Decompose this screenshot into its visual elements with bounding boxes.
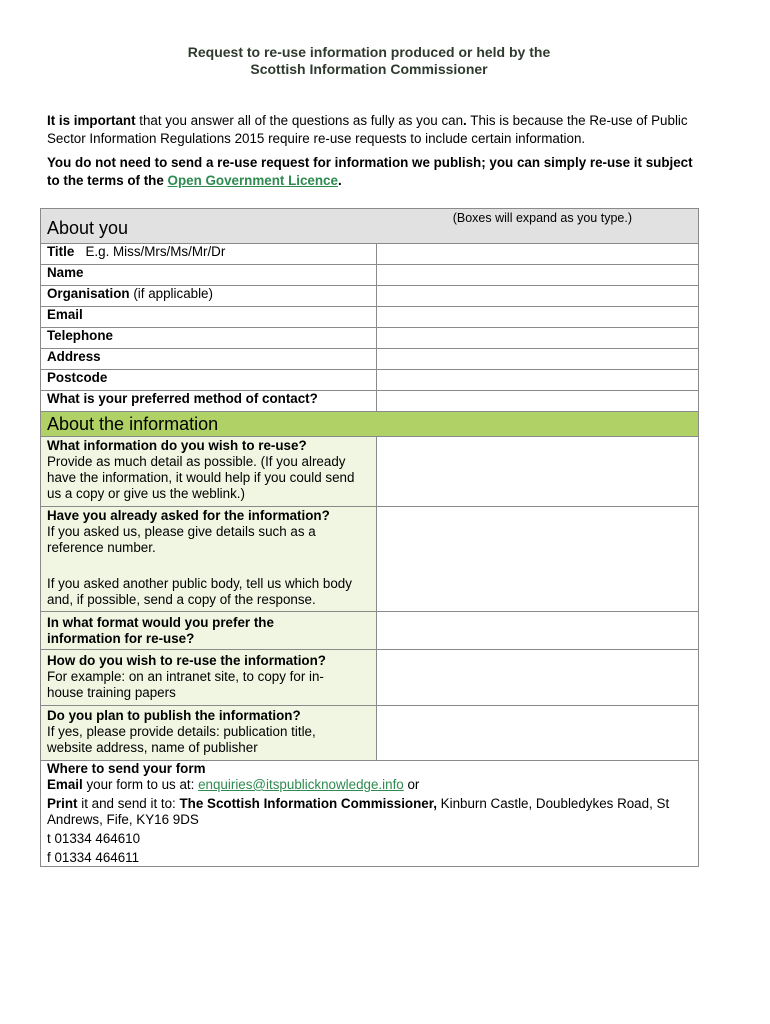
organisation-label: Organisation — [47, 286, 130, 301]
email-text: your form to us at: — [82, 777, 199, 792]
address-field[interactable] — [377, 349, 699, 370]
email-field[interactable] — [377, 307, 699, 328]
postcode-label: Postcode — [41, 370, 377, 391]
q5-help: If yes, please provide details: publication title, website address, name of publisher — [47, 724, 316, 755]
telephone-field[interactable] — [377, 328, 699, 349]
q2-help-1: If you asked us, please give details such as a reference number. — [47, 524, 316, 555]
telephone-label: Telephone — [41, 328, 377, 349]
about-you-heading: About you — [47, 218, 129, 238]
organisation-field[interactable] — [377, 286, 699, 307]
q2-cell — [41, 507, 377, 612]
name-label: Name — [41, 265, 377, 286]
organisation-hint: (if applicable) — [133, 286, 213, 301]
q4-cell — [41, 650, 377, 706]
name-field[interactable] — [377, 265, 699, 286]
q2-help-2: If you asked another public body, tell us which body and, if possible, send a copy of the response. — [47, 576, 352, 607]
postal-address: Kinburn Castle, Doubledykes Road, St Andrews, Fife, KY16 9DS — [47, 796, 670, 827]
email-word: Email — [47, 777, 83, 792]
title-label: Title — [47, 244, 75, 259]
print-text: it and send it to: — [77, 796, 180, 811]
intro-text-b: This is because the Re-use of Public Sector Information Regulations 2015 require re-use requests to include certain information. — [47, 113, 688, 146]
q4-answer-field[interactable] — [377, 650, 699, 706]
print-instruction — [47, 796, 698, 828]
q5-cell — [41, 706, 377, 761]
postcode-field[interactable] — [377, 370, 699, 391]
q2-title: Have you already asked for the information? — [47, 508, 330, 523]
fax-number: f 01334 464611 — [47, 850, 140, 865]
q3-answer-field[interactable] — [377, 612, 699, 650]
where-to-send-heading: Where to send your form — [47, 761, 206, 776]
enquiries-email-link[interactable]: enquiries@itspublicknowledge.info — [198, 777, 404, 792]
intro-paragraph-1 — [47, 112, 707, 147]
q5-answer-field[interactable] — [377, 706, 699, 761]
q1-help: Provide as much detail as possible. (If you already have the information, it would help if you could send us a copy or give us the weblink.) — [47, 454, 355, 501]
contact-method-field[interactable] — [377, 391, 699, 412]
about-you-header — [41, 209, 699, 244]
open-government-licence-link[interactable]: Open Government Licence — [167, 172, 338, 188]
form-title — [0, 44, 738, 78]
q1-answer-field[interactable] — [377, 437, 699, 507]
title-field[interactable] — [377, 244, 699, 265]
title-hint: E.g. Miss/Mrs/Ms/Mr/Dr — [85, 244, 226, 259]
title-line-2: Scottish Information Commissioner — [250, 61, 488, 77]
address-label: Address — [41, 349, 377, 370]
telephone-number: t 01334 464610 — [47, 831, 141, 846]
send-form-section — [41, 761, 699, 867]
intro2-text: You do not need to send a re-use request for information we publish; you can simply re-use it subject to the terms of the — [47, 155, 693, 188]
title-label-cell — [41, 244, 377, 265]
email-instruction — [47, 777, 698, 793]
contact-method-label: What is your preferred method of contact? — [41, 391, 377, 412]
q1-cell — [41, 437, 377, 507]
important-label: It is important — [47, 113, 136, 128]
intro-paragraph-2 — [47, 154, 707, 189]
q4-title: How do you wish to re-use the information? — [47, 653, 326, 668]
expand-note: (Boxes will expand as you type.) — [452, 211, 632, 225]
email-label: Email — [41, 307, 377, 328]
q2-answer-field[interactable] — [377, 507, 699, 612]
request-form-table — [40, 208, 699, 867]
about-the-information-heading: About the information — [41, 412, 699, 437]
intro-dot: . — [463, 113, 467, 128]
commissioner-name: The Scottish Information Commissioner, — [179, 796, 437, 811]
organisation-label-cell — [41, 286, 377, 307]
q1-title: What information do you wish to re-use? — [47, 438, 307, 453]
intro-text-a: that you answer all of the questions as fully as you can — [135, 113, 464, 128]
print-word: Print — [47, 796, 78, 811]
q5-title: Do you plan to publish the information? — [47, 708, 301, 723]
intro2-end: . — [337, 172, 342, 188]
q4-help: For example: on an intranet site, to copy for in-house training papers — [47, 669, 324, 700]
q3-title: In what format would you prefer the information for re-use? — [41, 612, 377, 650]
title-line-1: Request to re-use information produced or held by the — [187, 44, 551, 60]
email-or: or — [403, 777, 420, 792]
